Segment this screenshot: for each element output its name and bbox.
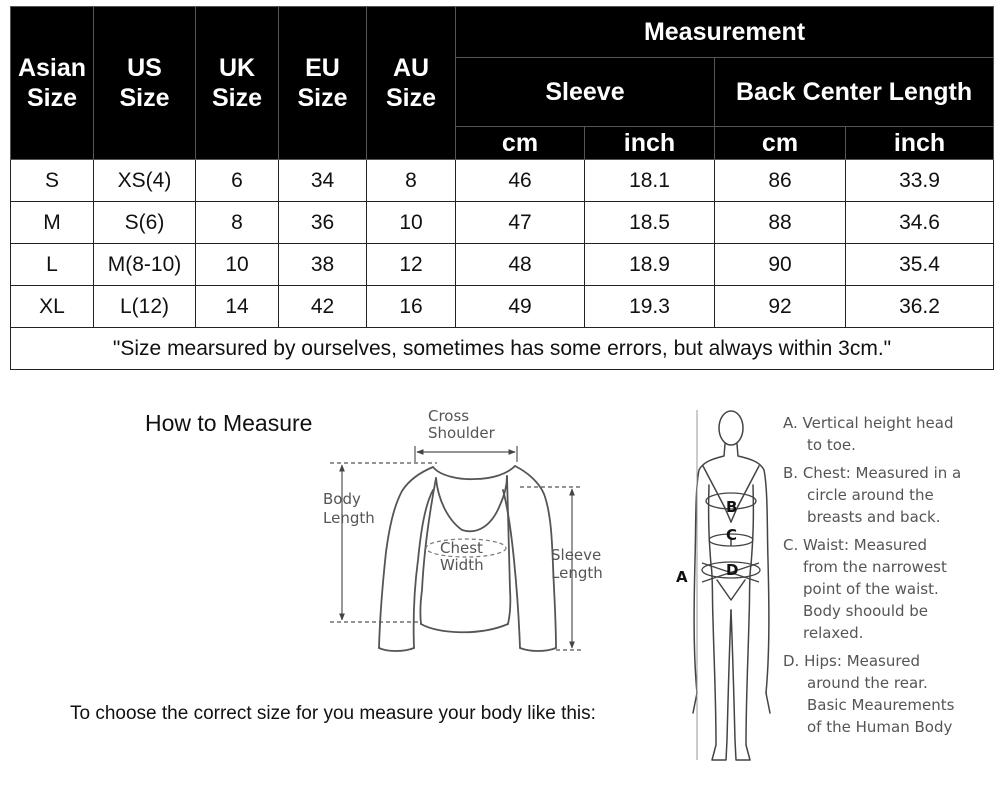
- table-cell: 8: [367, 160, 456, 202]
- cross-shoulder-label-line1: Cross: [428, 407, 470, 425]
- table-cell: 19.3: [585, 286, 715, 328]
- note-vertical-height: A. Vertical height head to toe.: [783, 414, 954, 454]
- sleeve-length-label-line2: Length: [551, 564, 603, 582]
- table-cell: 46: [456, 160, 585, 202]
- table-cell: 8: [196, 202, 279, 244]
- table-cell: M(8-10): [94, 244, 196, 286]
- header-uk-size: UK Size: [196, 7, 279, 160]
- cross-shoulder-label-line2: Shoulder: [428, 424, 495, 442]
- table-cell: 14: [196, 286, 279, 328]
- table-cell: 35.4: [846, 244, 994, 286]
- table-cell: 33.9: [846, 160, 994, 202]
- body-letter-a: A: [676, 568, 688, 586]
- header-us-size: US Size: [94, 7, 196, 160]
- table-cell: 36: [279, 202, 367, 244]
- table-cell: 42: [279, 286, 367, 328]
- chest-width-label-line1: Chest: [440, 539, 483, 557]
- table-cell: 86: [715, 160, 846, 202]
- note-waist: C. Waist: Measured from the narrowest point of the waist. Body shoould be relaxed.: [783, 536, 947, 642]
- table-cell: M: [11, 202, 94, 244]
- table-cell: L(12): [94, 286, 196, 328]
- table-cell: 6: [196, 160, 279, 202]
- table-cell: 34: [279, 160, 367, 202]
- note-chest: B. Chest: Measured in a circle around the breasts and back.: [783, 464, 962, 526]
- body-letter-b: B: [726, 498, 738, 516]
- table-cell: 90: [715, 244, 846, 286]
- body-length-label-line2: Length: [323, 509, 375, 527]
- table-cell: S(6): [94, 202, 196, 244]
- table-cell: 12: [367, 244, 456, 286]
- header-unit-back-inch: inch: [846, 127, 994, 160]
- table-cell: S: [11, 160, 94, 202]
- body-letter-c: C: [726, 526, 738, 544]
- header-asian-size: Asian Size: [11, 7, 94, 160]
- header-au-size: AU Size: [367, 7, 456, 160]
- note-hips: D. Hips: Measured around the rear. Basic Meaurements of the Human Body: [783, 652, 955, 736]
- header-eu-size: EU Size: [279, 7, 367, 160]
- table-cell: 34.6: [846, 202, 994, 244]
- how-to-measure-title: How to Measure: [145, 410, 313, 436]
- body-length-label-line1: Body: [323, 490, 361, 508]
- cross-shoulder-marker: [415, 446, 517, 462]
- header-measurement: Measurement: [456, 7, 994, 58]
- table-cell: 10: [196, 244, 279, 286]
- table-cell: XL: [11, 286, 94, 328]
- header-sleeve: Sleeve: [456, 58, 715, 127]
- chest-width-label-line2: Width: [440, 556, 484, 574]
- table-cell: 92: [715, 286, 846, 328]
- table-cell: L: [11, 244, 94, 286]
- table-cell: 16: [367, 286, 456, 328]
- table-cell: 47: [456, 202, 585, 244]
- table-cell: 49: [456, 286, 585, 328]
- table-cell: 18.1: [585, 160, 715, 202]
- table-cell: 10: [367, 202, 456, 244]
- table-cell: 88: [715, 202, 846, 244]
- size-note: "Size mearsured by ourselves, sometimes has some errors, but always within 3cm.": [11, 328, 994, 370]
- sleeve-length-label-line1: Sleeve: [551, 546, 602, 564]
- human-body-illustration: [693, 411, 770, 760]
- body-measurement-notes: [783, 412, 993, 744]
- header-unit-sleeve-inch: inch: [585, 127, 715, 160]
- table-cell: 18.5: [585, 202, 715, 244]
- body-letter-d: D: [726, 561, 739, 579]
- header-back-center-length: Back Center Length: [715, 58, 994, 127]
- table-cell: 18.9: [585, 244, 715, 286]
- table-cell: 48: [456, 244, 585, 286]
- choose-size-instruction: To choose the correct size for you measure your body like this:: [70, 703, 596, 724]
- table-cell: 38: [279, 244, 367, 286]
- header-unit-sleeve-cm: cm: [456, 127, 585, 160]
- table-cell: 36.2: [846, 286, 994, 328]
- table-cell: XS(4): [94, 160, 196, 202]
- header-unit-back-cm: cm: [715, 127, 846, 160]
